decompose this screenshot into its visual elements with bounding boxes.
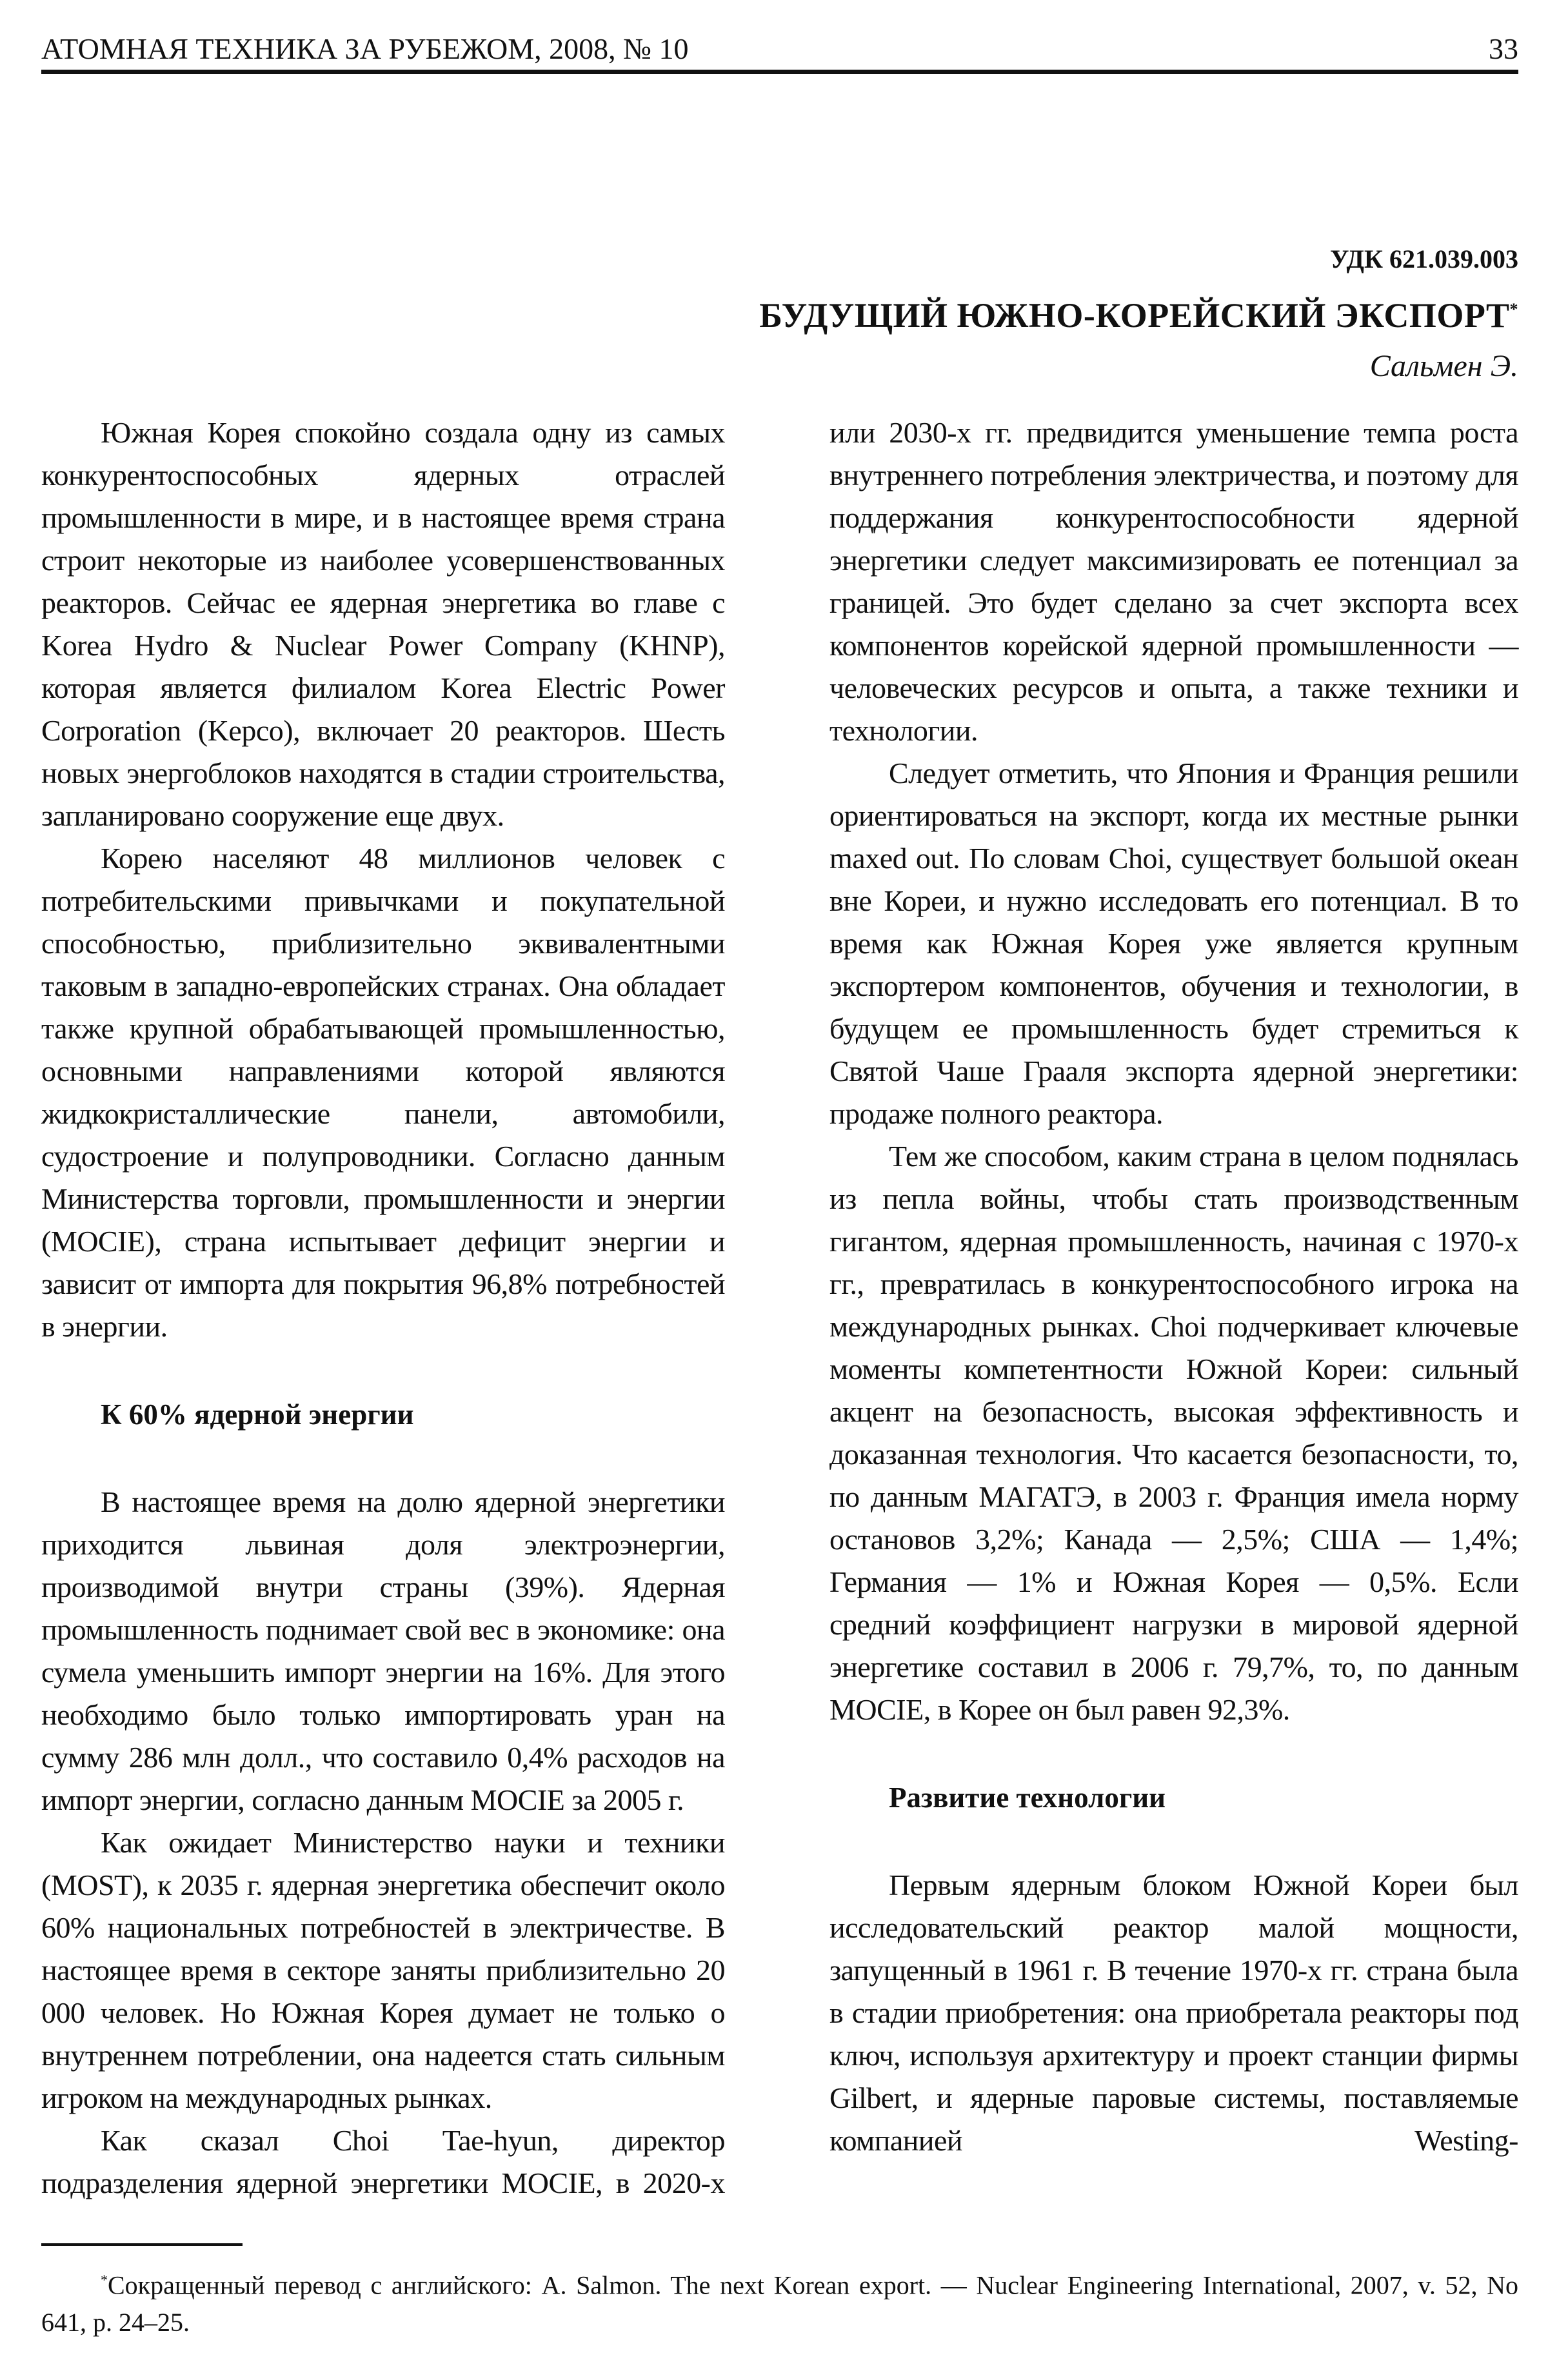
paragraph: Первым ядерным блоком Южной Кореи был исследовательский реактор малой мощности, запущенный в 1961 г. В течение 1970-х гг. страна была в стадии приобретения: она приобретала реакторы под ключ, используя архитектуру и проект станции фирмы Gilbert, и ядерные паровые системы, поставляемые компанией Westing- xyxy=(829,1869,1518,2157)
paragraph: Как сказал Choi Tae-hyun, директор подразделения ядерной энергетики MOCIE, в 2020-х xyxy=(41,2124,725,2199)
paragraph: Корею населяют 48 миллионов человек с потребительскими привычками и покупательной способностью, приблизительно эквивалентными таковым в западно-европейских странах. Она обладает также крупной обрабатывающей промышленностью, основными направлениями которой являются жидкокристаллические панели, автомобили, судостроение и полупроводники. Согласно данным Министерства торговли, промышленности и энергии (MOCIE), страна испытывает дефицит энергии и зависит от импорта для покрытия 96,8% потребностей в энергии. xyxy=(41,842,725,1343)
footnote-rule xyxy=(41,2243,243,2246)
paragraph: Следует отметить, что Япония и Франция решили ориентироваться на экспорт, когда их местные рынки maxed out. По словам Choi, существует большой океан вне Кореи, и нужно исследовать его потенциал. В то время как Южная Корея уже является крупным экспортером компонентов, обучения и технологии, в будущем ее промышленность будет стремиться к Святой Чаше Грааля экспорта ядерной энергетики: продаже полного реактора. xyxy=(829,757,1518,1130)
section-heading: Развитие технологии xyxy=(889,1781,1166,1814)
right-column xyxy=(829,412,1518,2205)
footnote-mark: * xyxy=(101,2272,108,2288)
footnote xyxy=(41,2261,1518,2341)
footnote-area xyxy=(41,2243,1518,2341)
paragraph: Южная Корея спокойно создала одну из самых конкурентоспособных ядерных отраслей промышленности в мире, и в настоящее время страна строит некоторые из наиболее усовершенствованных реакторов. Сейчас ее ядерная энергетика во главе с Korea Hydro & Nuclear Power Company (KHNP), которая является филиалом Korea Electric Power Corporation (Kepco), включает 20 реакторов. Шесть новых энергоблоков находятся в стадии строительства, запланировано сооружение еще двух. xyxy=(41,416,725,832)
paragraph: В настоящее время на долю ядерной энергетики приходится львиная доля электроэнергии, производимой внутри страны (39%). Ядерная промышленность поднимает свой вес в экономике: она сумела уменьшить импорт энергии на 16%. Для этого необходимо было только импортировать уран на сумму 286 млн долл., что составило 0,4% расходов на импорт энергии, согласно данным MOCIE за 2005 г. xyxy=(41,1485,725,1816)
footnote-marker: * xyxy=(1509,300,1518,319)
running-header xyxy=(41,31,1518,67)
udk-code: УДК 621.039.003 xyxy=(1330,244,1518,273)
header-rule xyxy=(41,70,1518,74)
article-title-text: БУДУЩИЙ ЮЖНО-КОРЕЙСКИЙ ЭКСПОРТ xyxy=(759,296,1510,335)
footnote-text: Сокращенный перевод с английского: A. Salmon. The next Korean export. — Nuclear Engineering International, 2007, v. 52, No 641, p. 24–25. xyxy=(41,2270,1518,2337)
left-column xyxy=(41,412,725,2205)
paragraph: Как ожидает Министерство науки и техники (MOST), к 2035 г. ядерная энергетика обеспечит около 60% национальных потребностей в электричестве. В настоящее время в секторе заняты приблизительно 20 000 человек. Но Южная Корея думает не только о внутреннем потреблении, она надеется стать сильным игроком на международных рынках. xyxy=(41,1826,725,2114)
article-title xyxy=(41,288,1518,337)
section-heading: К 60% ядерной энергии xyxy=(101,1398,414,1431)
article-author: Сальмен Э. xyxy=(1369,349,1518,383)
title-block xyxy=(41,243,1518,386)
journal-running-header: АТОМНАЯ ТЕХНИКА ЗА РУБЕЖОМ, 2008, № 10 xyxy=(41,32,689,65)
paragraph: или 2030-х гг. предвидится уменьшение темпа роста внутреннего потребления электричества, и поэтому для поддержания конкурентоспособности ядерной энергетики следует максимизировать ее потенциал за границей. Это будет сделано за счет экспорта всех компонентов корейской ядерной промышленности — человеческих ресурсов и опыта, а также техники и технологии. xyxy=(829,416,1518,747)
article-body xyxy=(41,412,1518,2205)
page-number: 33 xyxy=(1489,32,1518,65)
paragraph: Тем же способом, каким страна в целом поднялась из пепла войны, чтобы стать производственным гигантом, ядерная промышленность, начиная с 1970-х гг., превратилась в конкурентоспособного игрока на международных рынках. Choi подчеркивает ключевые моменты компетентности Южной Кореи: сильный акцент на безопасность, высокая эффективность и доказанная технология. Что касается безопасности, то, по данным МАГАТЭ, в 2003 г. Франция имела норму остановов 3,2%; Канада — 2,5%; США — 1,4%; Германия — 1% и Южная Корея — 0,5%. Если средний коэффициент нагрузки в мировой ядерной энергетике составил в 2006 г. 79,7%, то, по данным MOCIE, в Корее он был равен 92,3%. xyxy=(829,1140,1518,1726)
